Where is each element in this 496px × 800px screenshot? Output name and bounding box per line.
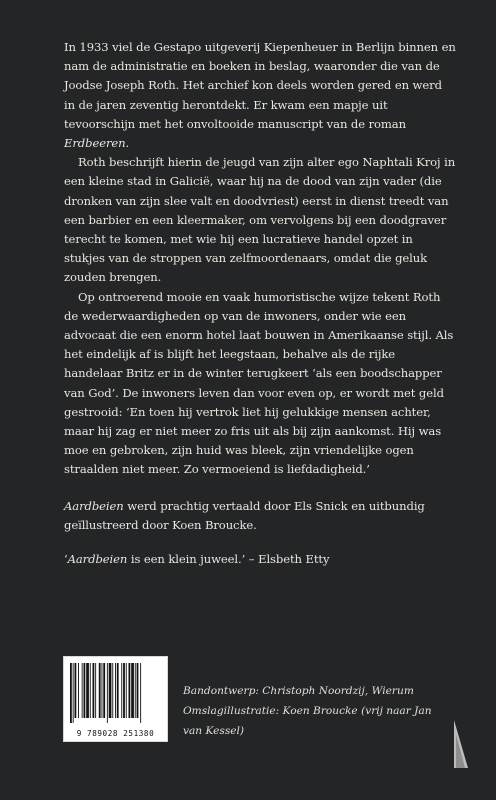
- review-quote: [64, 550, 456, 569]
- credits: [183, 681, 453, 741]
- paragraph-1-text: In 1933 viel de Gestapo uitgeverij Kiepenheuer in Berlijn binnen en nam de administratie en boeken in beslag, waaronder die van de Joodse Joseph Roth. Het archief kon deels worden gered en werd in de jaren zeventig herontdekt. Er kwam een mapje uit tevoorschijn met het onvoltooide manuscript van de roman: [64, 40, 456, 131]
- barcode-bar: [135, 663, 136, 718]
- barcode-bar: [73, 663, 74, 723]
- barcode-bar: [95, 663, 96, 718]
- barcode-bar: [82, 663, 83, 718]
- barcode-bar: [129, 663, 131, 718]
- barcode-bar: [117, 663, 119, 718]
- barcode-bar: [140, 663, 141, 723]
- barcode-bar: [78, 663, 79, 718]
- barcode-bar: [112, 663, 113, 718]
- isbn-number: 9 789028 251380: [76, 729, 155, 738]
- cover-design-credit: Bandontwerp: Christoph Noordzij, Wierum: [183, 685, 414, 697]
- barcode-bar: [126, 663, 127, 718]
- barcode-bar: [102, 663, 103, 718]
- barcode-bar: [99, 663, 101, 718]
- barcode-bar: [123, 663, 125, 718]
- barcode-bar: [84, 663, 86, 718]
- barcode-bar: [131, 663, 134, 718]
- blurb-text: [64, 38, 456, 569]
- paragraph-3: Op ontroerend mooie en vaak humoristische wijze tekent Roth de wederwaardigheden op van de inwoners, onder wie een advocaat die een enorm hotel laat bouwen in Amerikaanse stijl. Als het eindelijk af is blijft het leegstaan, behalve als de rijke handelaar Britz er in de winter terugkeert ‘als een boodschapper van God’. De inwoners leven dan voor even op, er wordt met geld gestrooid: ‘En toen hij vertrok liet hij gelukkige mensen achter, maar hij zag er niet meer zo fris uit als bij zijn aankomst. Hij was moe en gebroken, zijn huid was bleek, zijn vriendelijke ogen straalden niet meer. Zo vermoeiend is liefdadigheid.’: [64, 289, 454, 477]
- barcode-bar: [107, 663, 108, 723]
- barcode-bar: [137, 663, 139, 718]
- book-title: Aardbeien: [64, 498, 124, 513]
- cover-illustration-credit: Omslagillustratie: Koen Broucke (vrij naar Jan van Kessel): [183, 705, 432, 737]
- barcode-bar: [115, 663, 116, 718]
- barcode-bar: [103, 663, 105, 718]
- paragraph-1: [64, 38, 456, 153]
- barcode-bar: [70, 663, 72, 723]
- paragraph-1-end: .: [125, 136, 130, 151]
- publisher-logo-icon: [451, 718, 471, 770]
- paragraph-4: [64, 497, 456, 535]
- barcode-bar: [93, 663, 95, 718]
- quote-open: ‘: [64, 552, 68, 567]
- original-title: Erdbeeren: [64, 136, 126, 151]
- quote-book-title: Aardbeien: [67, 552, 128, 567]
- barcode-bar: [121, 663, 122, 718]
- paragraph-4-text: werd prachtig vertaald door Els Snick en uitbundig geïllustreerd door Koen Broucke.: [64, 498, 425, 532]
- quote-text: is een klein juweel.’ – Elsbeth Etty: [127, 552, 330, 567]
- paragraph-2: Roth beschrijft hierin de jeugd van zijn alter ego Naphtali Kroj in een kleine stad in Galicië, waar hij na de dood van zijn vader (die dronken van zijn slee valt en doodvriest) eerst in dienst treedt van een barbier en een kleermaker, om vervolgens bij een doodgraver terecht te komen, met wie hij een lucratieve handel opzet in stukjes van de stroppen van zelfmoordenaars, omdat die geluk zouden brengen.: [64, 155, 456, 285]
- barcode-bars: [70, 663, 161, 723]
- barcode-bar: [75, 663, 77, 718]
- isbn-barcode: [63, 656, 168, 742]
- barcode-bar: [86, 663, 89, 718]
- barcode-bar: [109, 663, 112, 718]
- barcode-bar: [90, 663, 91, 718]
